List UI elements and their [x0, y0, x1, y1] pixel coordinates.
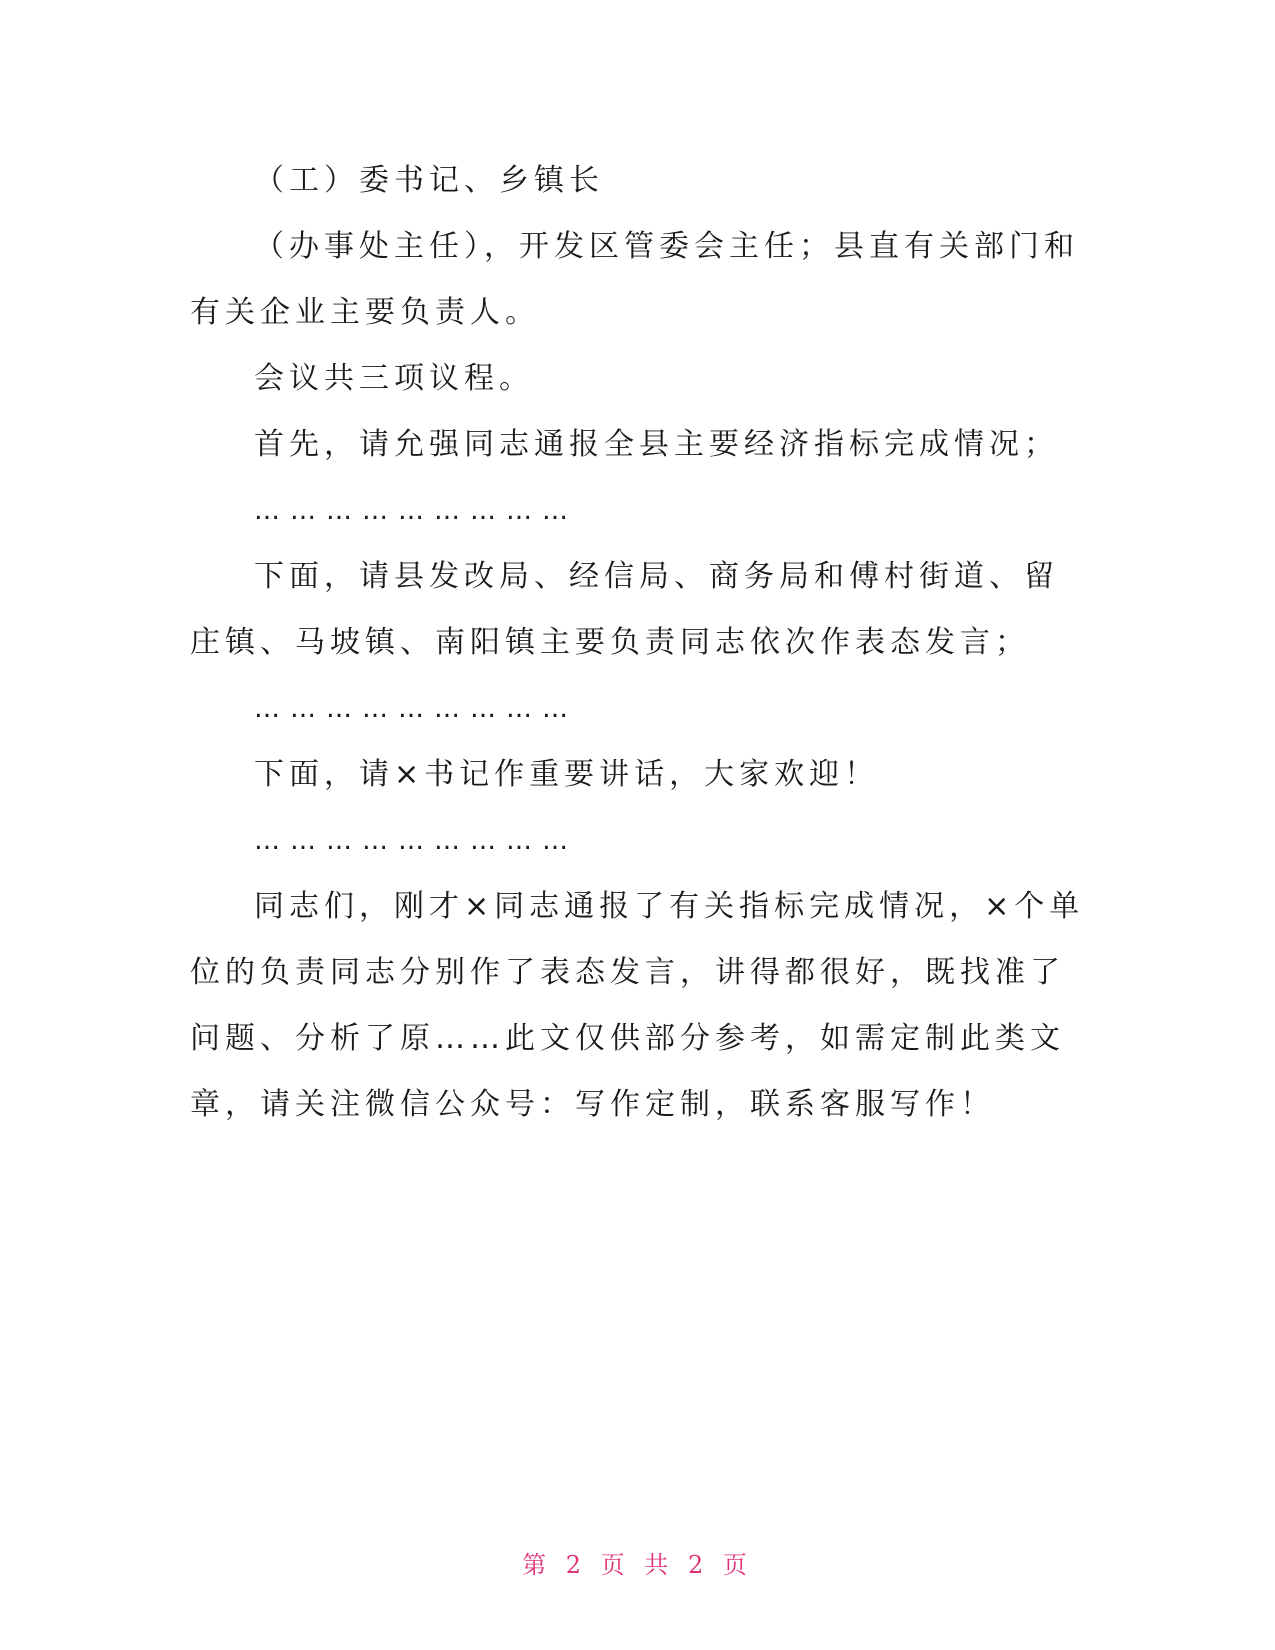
- document-body: [190, 148, 1090, 1138]
- ellipsis-separator-3: ………………………: [254, 826, 578, 856]
- ellipsis-separator-1: ………………………: [254, 496, 578, 526]
- paragraph-attendees-1: （工）委书记、乡镇长: [254, 163, 604, 198]
- paragraph-agenda-item-3: 下面，请×书记作重要讲话，大家欢迎！: [254, 757, 880, 792]
- paragraph-agenda-item-2: 下面，请县发改局、经信局、商务局和傅村街道、留庄镇、马坡镇、南阳镇主要负责同志依次作表态发言；: [190, 559, 1059, 660]
- paragraph-closing: 同志们，刚才×同志通报了有关指标完成情况，×个单位的负责同志分别作了表态发言，讲得都很好，既找准了问题、分析了原……此文仅供部分参考，如需定制此类文章，请关注微信公众号：写作定制，联系客服写作！: [190, 889, 1085, 1122]
- paragraph-agenda-intro: 会议共三项议程。: [254, 361, 534, 396]
- page-number-footer: 第 2 页 共 2 页: [522, 1551, 753, 1579]
- paragraph-attendees-2: （办事处主任），开发区管委会主任；县直有关部门和有关企业主要负责人。: [190, 229, 1079, 330]
- ellipsis-separator-2: ………………………: [254, 694, 578, 724]
- paragraph-agenda-item-1: 首先，请允强同志通报全县主要经济指标完成情况；: [254, 427, 1059, 462]
